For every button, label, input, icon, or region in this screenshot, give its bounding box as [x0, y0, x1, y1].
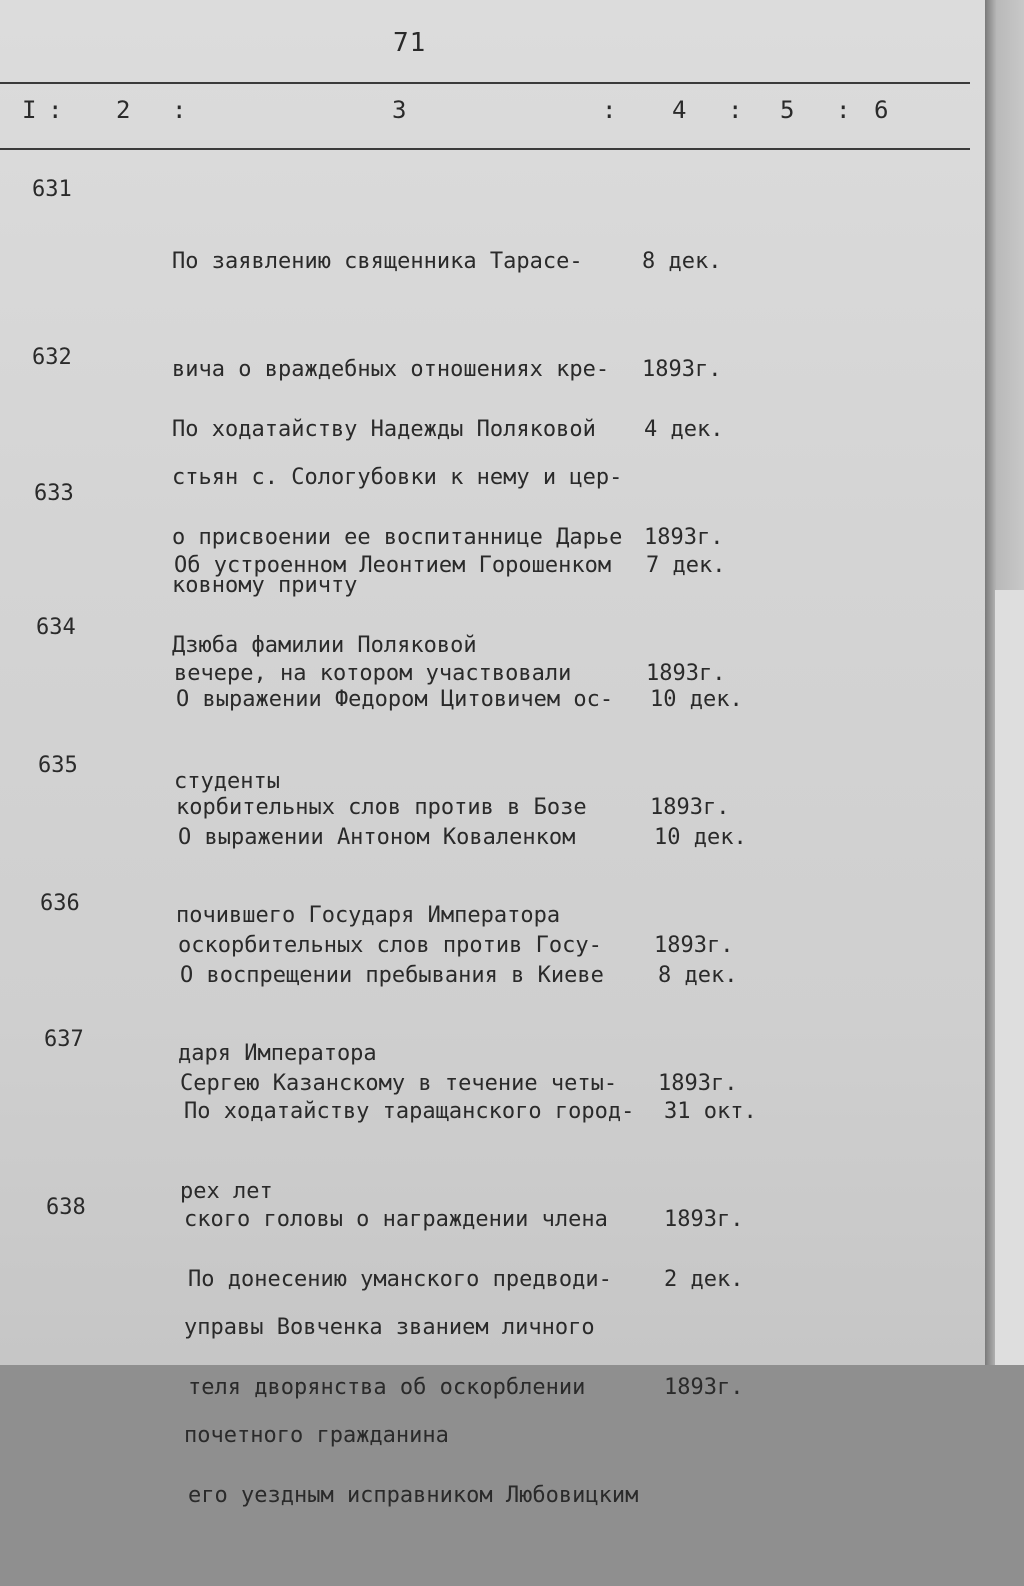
underlying-page — [995, 590, 1024, 1365]
description-line: ского головы о награждении члена — [184, 1207, 608, 1232]
date-day: 7 дек. — [646, 553, 726, 578]
description-line: рех лет — [180, 1179, 273, 1204]
date-day: 4 дек. — [644, 417, 724, 442]
column-separator: : — [172, 96, 187, 124]
date-year: 1893г. — [664, 1375, 744, 1400]
date-day: 10 дек. — [650, 687, 743, 712]
description-line: По донесению уманского предводи- — [188, 1267, 612, 1292]
description-line: почившего Государя Императора — [176, 903, 561, 928]
column-header-6: 6 — [874, 96, 889, 124]
column-header-1: I — [22, 96, 37, 124]
column-header-5: 5 — [780, 96, 795, 124]
date-day: 2 дек. — [664, 1267, 744, 1292]
column-separator: : — [602, 96, 617, 124]
column-separator: : — [836, 96, 851, 124]
date-year: 1893г. — [658, 1071, 738, 1096]
entry-number: 638 — [46, 1195, 86, 1220]
entry-number: 632 — [32, 345, 72, 370]
entry-number: 636 — [40, 891, 80, 916]
description-line: почетного гражданина — [184, 1423, 449, 1448]
column-header-4: 4 — [672, 96, 687, 124]
entry-description — [188, 1190, 638, 1586]
column-header-3: 3 — [392, 96, 407, 124]
description-line: По заявлению священника Тарасе- — [172, 249, 583, 274]
description-line: стьян с. Сологубовки к нему и цер- — [172, 465, 623, 490]
column-header-2: 2 — [116, 96, 131, 124]
description-line: О выражении Федором Цитовичем ос- — [176, 687, 614, 712]
description-line: О выражении Антоном Коваленком — [178, 825, 576, 850]
header-rule-top — [0, 82, 970, 84]
date-year: 1893г. — [650, 795, 730, 820]
description-line: вечере, на котором участвовали — [174, 661, 572, 686]
description-line: управы Вовченка званием личного — [184, 1315, 595, 1340]
description-line: О воспрещении пребывания в Киеве — [180, 963, 604, 988]
column-separator: : — [728, 96, 743, 124]
date-day: 31 окт. — [664, 1099, 757, 1124]
header-rule-bottom — [0, 148, 970, 150]
column-separator: : — [48, 96, 63, 124]
description-line: Сергею Казанскому в течение четы- — [180, 1071, 618, 1096]
date-year: 1893г. — [642, 357, 722, 382]
date-day: 10 дек. — [654, 825, 747, 850]
entry-number: 631 — [32, 177, 72, 202]
description-line: студенты — [174, 769, 280, 794]
date-year: 1893г. — [654, 933, 734, 958]
description-line: оскорбительных слов против Госу- — [178, 933, 602, 958]
date-year: 1893г. — [644, 525, 724, 550]
entry-number: 633 — [34, 481, 74, 506]
entry-number: 635 — [38, 753, 78, 778]
column-header-row — [0, 96, 970, 130]
description-line: ковному причту — [172, 573, 358, 598]
date-year: 1893г. — [664, 1207, 744, 1232]
entry-number: 637 — [44, 1027, 84, 1052]
description-line: корбительных слов против в Бозе — [176, 795, 587, 820]
description-line: теля дворянства об оскорблении — [188, 1375, 586, 1400]
description-line: даря Императора — [178, 1041, 377, 1066]
entry-date — [664, 1190, 743, 1478]
date-day: 8 дек. — [642, 249, 722, 274]
description-line: о присвоении ее воспитаннице Дарье — [172, 525, 623, 550]
entry-number: 634 — [36, 615, 76, 640]
page-number: 71 — [393, 28, 427, 58]
description-line: вича о враждебных отношениях кре- — [172, 357, 610, 382]
description-line: По ходатайству таращанского город- — [184, 1099, 635, 1124]
description-line: Дзюба фамилии Поляковой — [172, 633, 477, 658]
date-year: 1893г. — [646, 661, 726, 686]
description-line: По ходатайству Надежды Поляковой — [172, 417, 596, 442]
description-line: его уездным исправником Любовицким — [188, 1483, 639, 1508]
description-line: Об устроенном Леонтием Горошенком — [174, 553, 612, 578]
date-day: 8 дек. — [658, 963, 738, 988]
